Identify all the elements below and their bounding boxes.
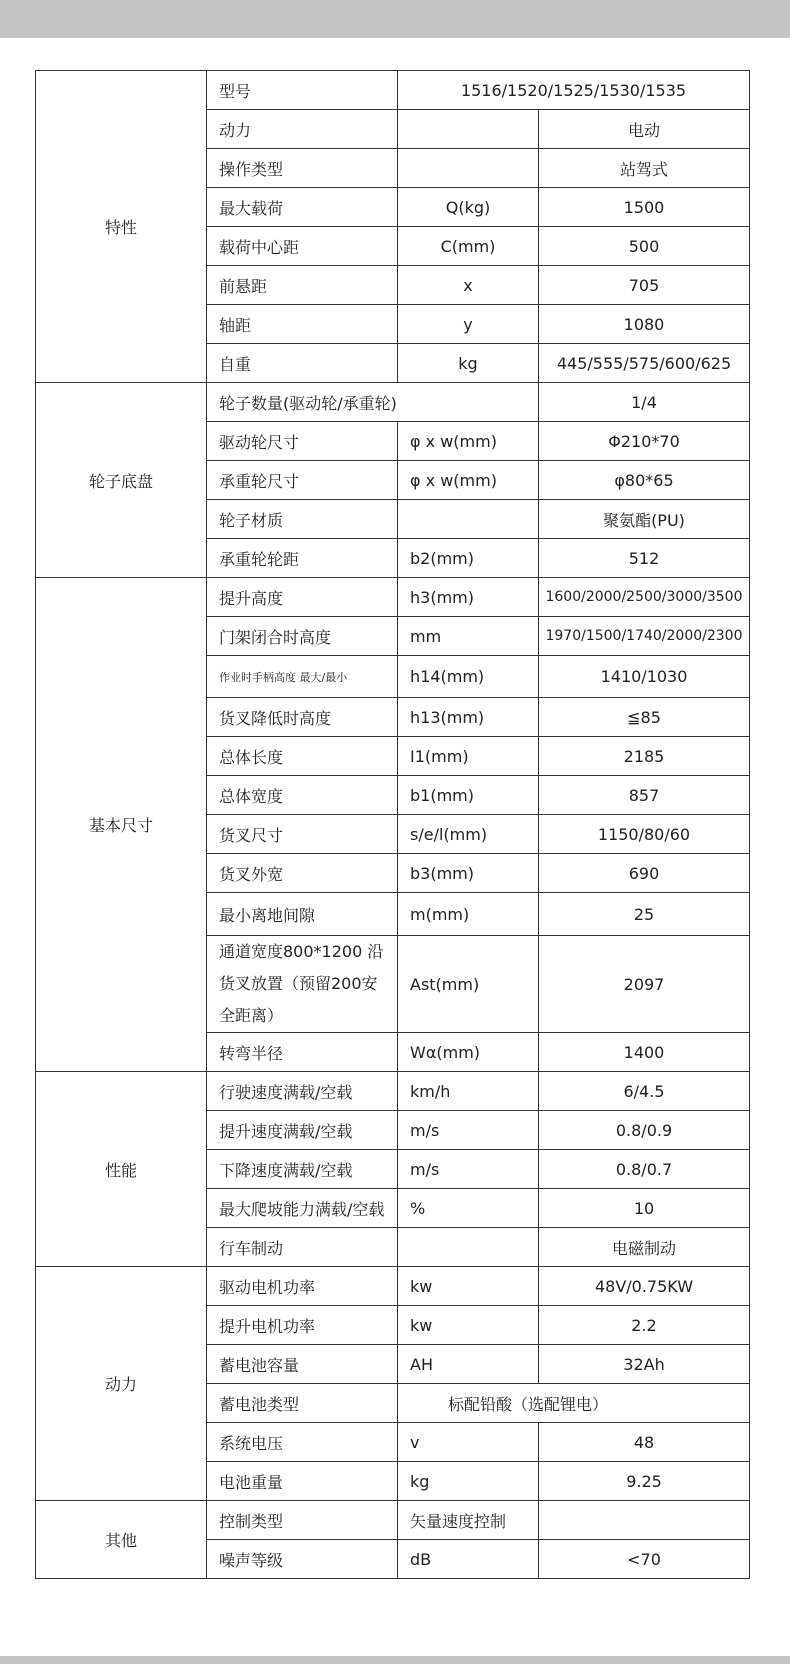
param-cell: 行驶速度满载/空载 xyxy=(207,1072,398,1111)
unit-cell: h13(mm) xyxy=(398,698,539,737)
param-cell: 通道宽度800*1200 沿货叉放置（预留200安全距离） xyxy=(207,936,398,1033)
value-cell: 1410/1030 xyxy=(539,656,750,698)
category-dimensions: 基本尺寸 xyxy=(36,578,207,1072)
value-cell: 857 xyxy=(539,776,750,815)
value-cell: 0.8/0.9 xyxy=(539,1111,750,1150)
unit-cell: kg xyxy=(398,344,539,383)
unit-cell: b1(mm) xyxy=(398,776,539,815)
spec-table xyxy=(35,70,750,1579)
param-cell: 蓄电池容量 xyxy=(207,1345,398,1384)
param-cell: 载荷中心距 xyxy=(207,227,398,266)
unit-cell: φ x w(mm) xyxy=(398,422,539,461)
value-cell: 512 xyxy=(539,539,750,578)
param-cell: 门架闭合时高度 xyxy=(207,617,398,656)
param-cell: 总体宽度 xyxy=(207,776,398,815)
unit-cell xyxy=(398,500,539,539)
unit-cell: % xyxy=(398,1189,539,1228)
bottom-gray-bar xyxy=(0,1656,790,1664)
param-cell: 轮子数量(驱动轮/承重轮) xyxy=(207,383,539,422)
param-cell: 承重轮尺寸 xyxy=(207,461,398,500)
unit-cell: b3(mm) xyxy=(398,854,539,893)
value-cell: 9.25 xyxy=(539,1462,750,1501)
param-cell: 货叉外宽 xyxy=(207,854,398,893)
value-cell: 0.8/0.7 xyxy=(539,1150,750,1189)
param-cell: 提升高度 xyxy=(207,578,398,617)
param-cell: 作业时手柄高度 最大/最小 xyxy=(207,656,398,698)
param-cell: 电池重量 xyxy=(207,1462,398,1501)
unit-cell: φ x w(mm) xyxy=(398,461,539,500)
value-cell: 1500 xyxy=(539,188,750,227)
table-row xyxy=(36,383,750,422)
unit-cell: y xyxy=(398,305,539,344)
unit-cell: C(mm) xyxy=(398,227,539,266)
unit-cell: kw xyxy=(398,1267,539,1306)
category-power: 动力 xyxy=(36,1267,207,1501)
param-cell: 转弯半径 xyxy=(207,1033,398,1072)
param-cell: 前悬距 xyxy=(207,266,398,305)
param-cell: 货叉降低时高度 xyxy=(207,698,398,737)
value-cell: ≦85 xyxy=(539,698,750,737)
value-cell: 1970/1500/1740/2000/2300 xyxy=(539,617,750,656)
value-cell: 445/555/575/600/625 xyxy=(539,344,750,383)
unit-cell: h3(mm) xyxy=(398,578,539,617)
unit-cell: s/e/l(mm) xyxy=(398,815,539,854)
value-cell: 25 xyxy=(539,893,750,936)
param-cell: 轮子材质 xyxy=(207,500,398,539)
value-cell: 电磁制动 xyxy=(539,1228,750,1267)
value-cell: 705 xyxy=(539,266,750,305)
unit-cell: m(mm) xyxy=(398,893,539,936)
value-cell: 1600/2000/2500/3000/3500 xyxy=(539,578,750,617)
category-other: 其他 xyxy=(36,1501,207,1579)
value-cell: 1400 xyxy=(539,1033,750,1072)
param-cell: 轴距 xyxy=(207,305,398,344)
value-cell: Φ210*70 xyxy=(539,422,750,461)
unit-cell: v xyxy=(398,1423,539,1462)
param-cell: 噪声等级 xyxy=(207,1540,398,1579)
value-cell: φ80*65 xyxy=(539,461,750,500)
value-cell: 6/4.5 xyxy=(539,1072,750,1111)
table-row xyxy=(36,578,750,617)
value-cell xyxy=(539,1501,750,1540)
unit-cell xyxy=(398,149,539,188)
unit-cell xyxy=(398,1228,539,1267)
unit-cell: b2(mm) xyxy=(398,539,539,578)
unit-cell: Q(kg) xyxy=(398,188,539,227)
value-cell: <70 xyxy=(539,1540,750,1579)
top-gray-bar xyxy=(0,0,790,38)
table-row xyxy=(36,1501,750,1540)
param-cell: 最大爬坡能力满载/空载 xyxy=(207,1189,398,1228)
param-cell: 最小离地间隙 xyxy=(207,893,398,936)
param-cell: 蓄电池类型 xyxy=(207,1384,398,1423)
category-performance: 性能 xyxy=(36,1072,207,1267)
unit-cell: kg xyxy=(398,1462,539,1501)
param-cell: 操作类型 xyxy=(207,149,398,188)
category-features: 特性 xyxy=(36,71,207,383)
param-cell: 总体长度 xyxy=(207,737,398,776)
unit-cell: 矢量速度控制 xyxy=(398,1501,539,1540)
unit-cell: m/s xyxy=(398,1150,539,1189)
param-cell: 货叉尺寸 xyxy=(207,815,398,854)
param-cell: 提升速度满载/空载 xyxy=(207,1111,398,1150)
param-cell: 下降速度满载/空载 xyxy=(207,1150,398,1189)
value-cell: 1516/1520/1525/1530/1535 xyxy=(398,71,750,110)
value-cell: 500 xyxy=(539,227,750,266)
param-cell: 承重轮轮距 xyxy=(207,539,398,578)
value-cell: 2097 xyxy=(539,936,750,1033)
param-cell: 动力 xyxy=(207,110,398,149)
table-row xyxy=(36,1072,750,1111)
value-cell: 站驾式 xyxy=(539,149,750,188)
table-row xyxy=(36,71,750,110)
unit-cell: dB xyxy=(398,1540,539,1579)
value-cell: 标配铅酸（选配锂电） xyxy=(398,1384,750,1423)
unit-cell: x xyxy=(398,266,539,305)
unit-cell: I1(mm) xyxy=(398,737,539,776)
param-cell: 最大载荷 xyxy=(207,188,398,227)
table-row xyxy=(36,1267,750,1306)
unit-cell: mm xyxy=(398,617,539,656)
value-cell: 32Ah xyxy=(539,1345,750,1384)
value-cell: 690 xyxy=(539,854,750,893)
unit-cell: Wα(mm) xyxy=(398,1033,539,1072)
value-cell: 2.2 xyxy=(539,1306,750,1345)
value-cell: 1080 xyxy=(539,305,750,344)
category-wheels: 轮子底盘 xyxy=(36,383,207,578)
param-cell: 行车制动 xyxy=(207,1228,398,1267)
unit-cell: h14(mm) xyxy=(398,656,539,698)
param-cell: 控制类型 xyxy=(207,1501,398,1540)
unit-cell: m/s xyxy=(398,1111,539,1150)
unit-cell: kw xyxy=(398,1306,539,1345)
param-cell: 系统电压 xyxy=(207,1423,398,1462)
param-cell: 型号 xyxy=(207,71,398,110)
unit-cell xyxy=(398,110,539,149)
value-cell: 聚氨酯(PU) xyxy=(539,500,750,539)
param-cell: 驱动电机功率 xyxy=(207,1267,398,1306)
unit-cell: AH xyxy=(398,1345,539,1384)
param-cell: 驱动轮尺寸 xyxy=(207,422,398,461)
value-cell: 1150/80/60 xyxy=(539,815,750,854)
value-cell: 1/4 xyxy=(539,383,750,422)
value-cell: 电动 xyxy=(539,110,750,149)
param-cell: 自重 xyxy=(207,344,398,383)
unit-cell: km/h xyxy=(398,1072,539,1111)
unit-cell: Ast(mm) xyxy=(398,936,539,1033)
value-cell: 48 xyxy=(539,1423,750,1462)
param-cell: 提升电机功率 xyxy=(207,1306,398,1345)
value-cell: 2185 xyxy=(539,737,750,776)
value-cell: 48V/0.75KW xyxy=(539,1267,750,1306)
value-cell: 10 xyxy=(539,1189,750,1228)
